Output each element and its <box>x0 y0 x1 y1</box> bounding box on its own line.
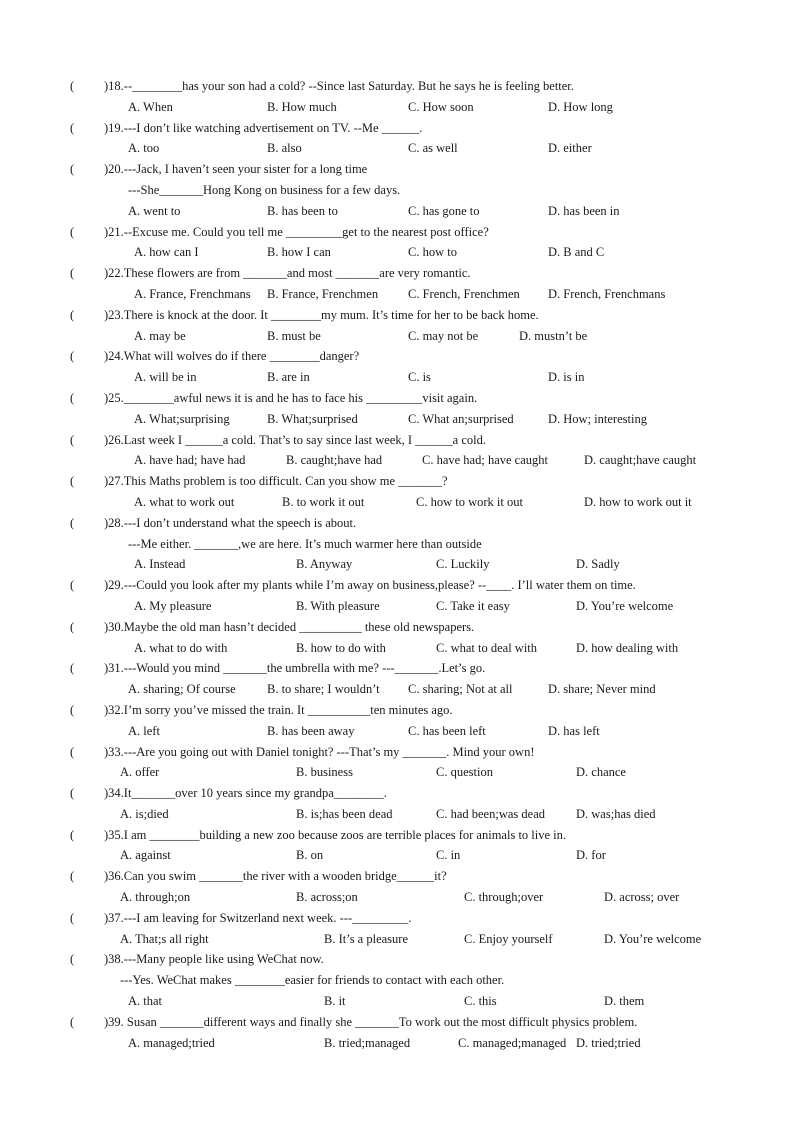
option-d[interactable]: D. across; over <box>604 890 680 905</box>
question-stem-line <box>0 388 794 409</box>
option-c[interactable]: C. have had; have caught <box>422 453 548 468</box>
question-stem: )26.Last week I ______a cold. That’s to say since last week, I ______a cold. <box>104 432 486 447</box>
question-stem: )28.---I don’t understand what the speech is about. <box>104 515 357 530</box>
option-c[interactable]: C. What an;surprised <box>408 411 514 426</box>
question-stem: )23.There is knock at the door. It ________my mum. It’s time for her to be back home. <box>104 307 539 322</box>
option-b[interactable]: B. on <box>296 848 324 863</box>
question-continuation-line <box>0 180 794 201</box>
question-29 <box>0 575 794 617</box>
answer-bracket[interactable]: ( <box>70 619 75 634</box>
option-c[interactable]: C. sharing; Not at all <box>408 682 513 697</box>
question-continuation: ---Me either. _______,we are here. It’s much warmer here than outside <box>128 536 482 551</box>
option-b[interactable]: B. to work it out <box>282 494 365 509</box>
option-b[interactable]: B. has been to <box>267 203 338 218</box>
question-stem: )27.This Maths problem is too difficult. Can you show me _______? <box>104 474 448 489</box>
option-a[interactable]: A. When <box>128 99 173 114</box>
question-30 <box>0 617 794 659</box>
question-25 <box>0 388 794 430</box>
option-d[interactable]: D. chance <box>576 765 626 780</box>
question-35 <box>0 825 794 867</box>
question-19 <box>0 118 794 160</box>
answer-bracket[interactable]: ( <box>70 390 75 405</box>
option-a[interactable]: A. through;on <box>120 890 191 905</box>
options-line <box>0 991 794 1012</box>
question-continuation-line <box>0 970 794 991</box>
answer-bracket[interactable]: ( <box>70 869 75 884</box>
option-b[interactable]: B. across;on <box>296 890 358 905</box>
question-stem-line <box>0 866 794 887</box>
question-stem-line <box>0 1012 794 1033</box>
option-a[interactable]: A. My pleasure <box>134 598 212 613</box>
option-d[interactable]: D. is in <box>548 370 585 385</box>
question-stem-line <box>0 783 794 804</box>
options-line <box>0 367 794 388</box>
answer-bracket[interactable]: ( <box>70 474 75 489</box>
option-a[interactable]: A. may be <box>134 328 186 343</box>
option-a[interactable]: A. That;s all right <box>120 931 209 946</box>
options-line <box>0 242 794 263</box>
question-continuation: ---Yes. WeChat makes ________easier for friends to contact with each other. <box>120 973 505 988</box>
question-stem: )36.Can you swim _______the river with a wooden bridge______it? <box>104 869 447 884</box>
options-line <box>0 845 794 866</box>
option-a[interactable]: A. too <box>128 141 160 156</box>
option-a[interactable]: A. what to work out <box>134 494 235 509</box>
options-line <box>0 284 794 305</box>
question-stem: )33.---Are you going out with Daniel tonight? ---That’s my _______. Mind your own! <box>104 744 535 759</box>
options-line <box>0 929 794 950</box>
option-d[interactable]: D. how to work out it <box>584 494 692 509</box>
question-32 <box>0 700 794 742</box>
option-b[interactable]: B. must be <box>267 328 321 343</box>
question-stem-line <box>0 346 794 367</box>
option-c[interactable]: C. French, Frenchmen <box>408 286 520 301</box>
answer-bracket[interactable]: ( <box>70 224 75 239</box>
question-37 <box>0 908 794 950</box>
option-d[interactable]: D. them <box>604 994 645 1009</box>
question-34 <box>0 783 794 825</box>
option-d[interactable]: D. for <box>576 848 606 863</box>
question-stem: )37.---I am leaving for Switzerland next week. ---_________. <box>104 910 412 925</box>
option-b[interactable]: B. What;surprised <box>267 411 358 426</box>
question-stem-line <box>0 118 794 139</box>
option-b[interactable]: B. With pleasure <box>296 598 380 613</box>
option-a[interactable]: A. Instead <box>134 557 186 572</box>
question-stem-line <box>0 513 794 534</box>
option-a[interactable]: A. have had; have had <box>134 453 246 468</box>
question-stem: )39. Susan _______different ways and finally she _______To work out the most difficult physics problem. <box>104 1014 638 1029</box>
option-d[interactable]: D. mustn’t be <box>519 328 588 343</box>
option-b[interactable]: B. are in <box>267 370 310 385</box>
option-d[interactable]: D. Sadly <box>576 557 620 572</box>
options-line <box>0 409 794 430</box>
option-a[interactable]: A. against <box>120 848 171 863</box>
option-c[interactable]: C. How soon <box>408 99 474 114</box>
answer-bracket[interactable]: ( <box>70 266 75 281</box>
question-33 <box>0 742 794 784</box>
question-stem: )18.--________has your son had a cold? --Since last Saturday. But he says he is feeling better. <box>104 79 574 93</box>
question-stem: )35.I am ________building a new zoo because zoos are terrible places for animals to live in. <box>104 827 567 842</box>
options-line <box>0 679 794 700</box>
question-stem-line <box>0 658 794 679</box>
answer-bracket[interactable]: ( <box>70 702 75 717</box>
option-c[interactable]: C. has gone to <box>408 203 480 218</box>
option-c[interactable]: C. Take it easy <box>436 598 510 613</box>
question-stem-line <box>0 263 794 284</box>
option-d[interactable]: D. was;has died <box>576 806 656 821</box>
options-line <box>0 887 794 908</box>
question-stem-line <box>0 700 794 721</box>
option-d[interactable]: D. How; interesting <box>548 411 647 426</box>
option-c[interactable]: C. has been left <box>408 723 486 738</box>
question-stem: )22.These flowers are from _______and most _______are very romantic. <box>104 266 471 281</box>
option-a[interactable]: A. What;surprising <box>134 411 230 426</box>
question-31 <box>0 658 794 700</box>
option-a[interactable]: A. left <box>128 723 160 738</box>
question-stem: )21.--Excuse me. Could you tell me _________get to the nearest post office? <box>104 224 489 239</box>
question-22 <box>0 263 794 305</box>
options-line <box>0 492 794 513</box>
option-d[interactable]: D. tried;tried <box>576 1035 641 1050</box>
question-20 <box>0 159 794 221</box>
option-c[interactable]: C. this <box>464 994 497 1009</box>
question-stem-line <box>0 617 794 638</box>
option-b[interactable]: B. business <box>296 765 353 780</box>
option-c[interactable]: C. is <box>408 370 431 385</box>
option-c[interactable]: C. may not be <box>408 328 479 343</box>
option-d[interactable]: D. has been in <box>548 203 620 218</box>
question-18 <box>0 76 794 118</box>
option-c[interactable]: C. managed;managed <box>458 1035 567 1050</box>
option-d[interactable]: D. share; Never mind <box>548 682 656 697</box>
option-b[interactable]: B. It’s a pleasure <box>324 931 409 946</box>
question-27 <box>0 471 794 513</box>
question-stem: )25.________awful news it is and he has to face his _________visit again. <box>104 390 478 405</box>
question-stem: )24.What will wolves do if there ________danger? <box>104 349 360 364</box>
question-stem-line <box>0 222 794 243</box>
options-line <box>0 721 794 742</box>
question-36 <box>0 866 794 908</box>
option-d[interactable]: D. B and C <box>548 245 605 260</box>
options-line <box>0 596 794 617</box>
option-c[interactable]: C. Enjoy yourself <box>464 931 553 946</box>
question-continuation-line <box>0 534 794 555</box>
options-line <box>0 201 794 222</box>
option-c[interactable]: C. what to deal with <box>436 640 538 655</box>
question-26 <box>0 430 794 472</box>
option-d[interactable]: D. You’re welcome <box>576 598 674 613</box>
option-a[interactable]: A. will be in <box>134 370 197 385</box>
option-d[interactable]: D. either <box>548 141 592 156</box>
option-b[interactable]: B. is;has been dead <box>296 806 393 821</box>
option-c[interactable]: C. how to work it out <box>416 494 523 509</box>
question-24 <box>0 346 794 388</box>
options-line <box>0 97 794 118</box>
question-stem-line <box>0 471 794 492</box>
option-a[interactable]: A. how can I <box>134 245 199 260</box>
option-c[interactable]: C. Luckily <box>436 557 490 572</box>
options-line <box>0 804 794 825</box>
options-line <box>0 638 794 659</box>
answer-bracket[interactable]: ( <box>70 162 75 177</box>
question-stem: )32.I’m sorry you’ve missed the train. It __________ten minutes ago. <box>104 702 453 717</box>
option-b[interactable]: B. caught;have had <box>286 453 383 468</box>
option-b[interactable]: B. also <box>267 141 302 156</box>
option-a[interactable]: A. what to do with <box>134 640 228 655</box>
answer-bracket[interactable]: ( <box>70 952 75 967</box>
answer-bracket[interactable]: ( <box>70 432 75 447</box>
options-line <box>0 554 794 575</box>
option-a[interactable]: A. France, Frenchmans <box>134 286 251 301</box>
option-d[interactable]: D. You’re welcome <box>604 931 702 946</box>
option-c[interactable]: C. question <box>436 765 493 780</box>
question-stem-line <box>0 575 794 596</box>
answer-bracket[interactable]: ( <box>70 910 75 925</box>
answer-bracket[interactable]: ( <box>70 827 75 842</box>
option-c[interactable]: C. how to <box>408 245 457 260</box>
question-stem-line <box>0 742 794 763</box>
option-d[interactable]: D. how dealing with <box>576 640 679 655</box>
option-a[interactable]: A. is;died <box>120 806 169 821</box>
answer-bracket[interactable]: ( <box>70 661 75 676</box>
answer-bracket[interactable]: ( <box>70 120 75 135</box>
option-b[interactable]: B. how to do with <box>296 640 386 655</box>
option-a[interactable]: A. managed;tried <box>128 1035 215 1050</box>
option-a[interactable]: A. sharing; Of course <box>128 682 236 697</box>
options-line <box>0 1033 794 1054</box>
question-39 <box>0 1012 794 1054</box>
question-continuation: ---She_______Hong Kong on business for a few days. <box>128 182 401 197</box>
question-sheet <box>0 76 794 1053</box>
question-28 <box>0 513 794 575</box>
question-stem: )19.---I don’t like watching advertisement on TV. --Me ______. <box>104 120 423 135</box>
option-b[interactable]: B. it <box>324 994 346 1009</box>
answer-bracket[interactable]: ( <box>70 307 75 322</box>
option-c[interactable]: C. as well <box>408 141 458 156</box>
option-a[interactable]: A. went to <box>128 203 181 218</box>
option-b[interactable]: B. to share; I wouldn’t <box>267 682 380 697</box>
answer-bracket[interactable]: ( <box>70 349 75 364</box>
question-38 <box>0 949 794 1011</box>
option-b[interactable]: B. How much <box>267 99 337 114</box>
question-stem-line <box>0 76 794 97</box>
question-23 <box>0 305 794 347</box>
question-21 <box>0 222 794 264</box>
options-line <box>0 762 794 783</box>
option-d[interactable]: D. has left <box>548 723 600 738</box>
question-stem: )29.---Could you look after my plants while I’m away on business,please? --____. I’ll water them on time. <box>104 578 636 593</box>
answer-bracket[interactable]: ( <box>70 744 75 759</box>
question-stem-line <box>0 305 794 326</box>
options-line <box>0 326 794 347</box>
option-a[interactable]: A. that <box>128 994 163 1009</box>
answer-bracket[interactable]: ( <box>70 79 75 93</box>
options-line <box>0 138 794 159</box>
question-stem: )34.It_______over 10 years since my grandpa________. <box>104 786 387 801</box>
question-stem-line <box>0 825 794 846</box>
question-stem: )20.---Jack, I haven’t seen your sister for a long time <box>104 162 368 177</box>
question-stem: )38.---Many people like using WeChat now. <box>104 952 324 967</box>
question-stem: )30.Maybe the old man hasn’t decided __________ these old newspapers. <box>104 619 475 634</box>
question-stem-line <box>0 908 794 929</box>
options-line <box>0 450 794 471</box>
option-c[interactable]: C. through;over <box>464 890 544 905</box>
option-c[interactable]: C. in <box>436 848 461 863</box>
option-d[interactable]: D. caught;have caught <box>584 453 697 468</box>
option-b[interactable]: B. tried;managed <box>324 1035 411 1050</box>
option-b[interactable]: B. Anyway <box>296 557 353 572</box>
question-stem-line <box>0 159 794 180</box>
question-stem: )31.---Would you mind _______the umbrella with me? ---_______.Let’s go. <box>104 661 486 676</box>
option-d[interactable]: D. French, Frenchmans <box>548 286 666 301</box>
option-b[interactable]: B. has been away <box>267 723 355 738</box>
option-b[interactable]: B. how I can <box>267 245 331 260</box>
option-d[interactable]: D. How long <box>548 99 613 114</box>
option-b[interactable]: B. France, Frenchmen <box>267 286 379 301</box>
answer-bracket[interactable]: ( <box>70 515 75 530</box>
question-stem-line <box>0 430 794 451</box>
answer-bracket[interactable]: ( <box>70 786 75 801</box>
option-a[interactable]: A. offer <box>120 765 160 780</box>
question-stem-line <box>0 949 794 970</box>
answer-bracket[interactable]: ( <box>70 1014 75 1029</box>
answer-bracket[interactable]: ( <box>70 578 75 593</box>
option-c[interactable]: C. had been;was dead <box>436 806 545 821</box>
